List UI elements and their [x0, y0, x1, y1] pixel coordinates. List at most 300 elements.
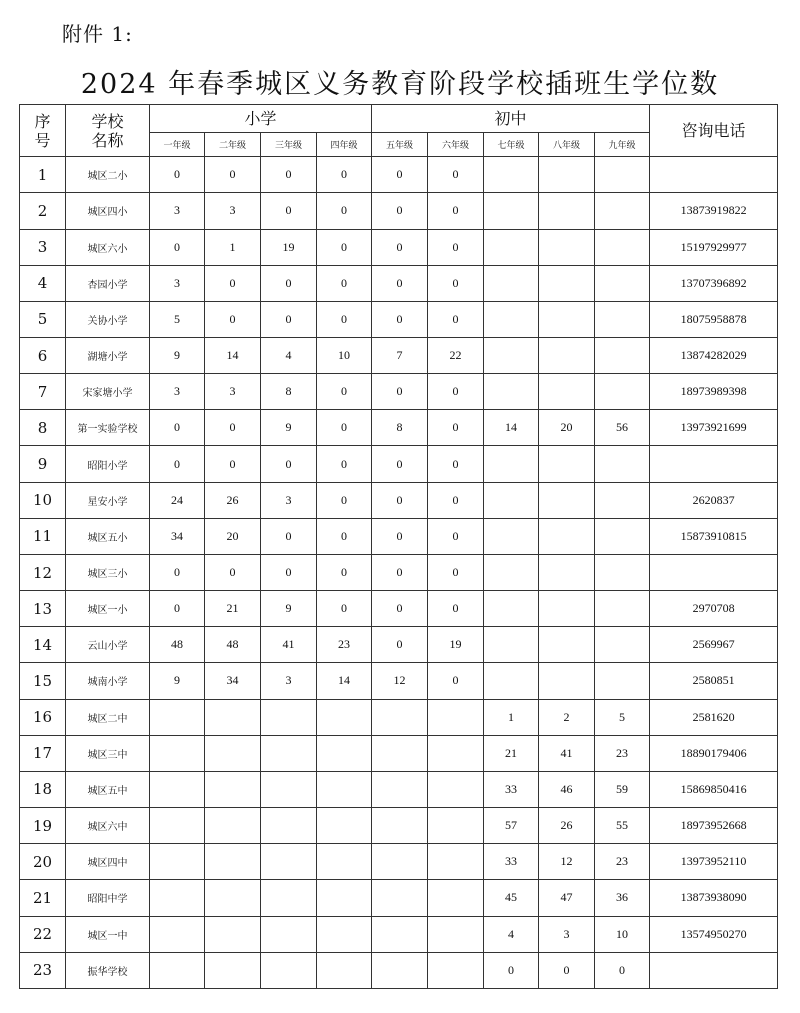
table-row	[20, 229, 778, 265]
grade-1-seats: 3	[150, 374, 205, 410]
grade-7-seats	[484, 446, 539, 482]
grade-4-seats: 0	[317, 591, 372, 627]
table-row	[20, 771, 778, 807]
grade-9-seats: 59	[595, 771, 650, 807]
grade-7-seats: 1	[484, 699, 539, 735]
row-number: 11	[20, 518, 66, 554]
grade-5-seats: 0	[372, 518, 428, 554]
header-school	[66, 105, 150, 157]
grade-4-seats	[317, 916, 372, 952]
grade-7-seats: 0	[484, 952, 539, 988]
grade-3-seats	[261, 844, 317, 880]
school-name: 城区二小	[66, 157, 150, 193]
grade-6-seats: 0	[428, 374, 484, 410]
row-number: 3	[20, 229, 66, 265]
grade-6-seats	[428, 880, 484, 916]
row-number: 12	[20, 554, 66, 590]
row-number: 9	[20, 446, 66, 482]
grade-1-seats: 48	[150, 627, 205, 663]
table-row	[20, 482, 778, 518]
grade-9-seats: 0	[595, 952, 650, 988]
grade-1-seats	[150, 808, 205, 844]
grade-1-seats: 0	[150, 554, 205, 590]
phone-number: 13973952110	[650, 844, 778, 880]
grade-2-seats: 0	[205, 554, 261, 590]
grade-7-seats	[484, 229, 539, 265]
table-row	[20, 374, 778, 410]
grade-3-seats	[261, 771, 317, 807]
phone-number: 13973921699	[650, 410, 778, 446]
grade-7-seats	[484, 554, 539, 590]
grade-1-seats	[150, 699, 205, 735]
phone-number: 13707396892	[650, 265, 778, 301]
grade-4-seats: 23	[317, 627, 372, 663]
grade-4-seats: 0	[317, 446, 372, 482]
grade-2-seats: 48	[205, 627, 261, 663]
grade-4-seats: 14	[317, 663, 372, 699]
row-number: 10	[20, 482, 66, 518]
grade-1-seats	[150, 916, 205, 952]
grade-9-seats: 23	[595, 844, 650, 880]
grade-8-seats	[539, 518, 595, 554]
grade-9-seats	[595, 229, 650, 265]
phone-number	[650, 446, 778, 482]
row-number: 15	[20, 663, 66, 699]
header-no	[20, 105, 66, 157]
grade-4-seats	[317, 880, 372, 916]
grade-9-seats: 55	[595, 808, 650, 844]
header-junior: 初中	[372, 105, 650, 133]
grade-9-seats	[595, 518, 650, 554]
table-row	[20, 627, 778, 663]
grade-2-seats	[205, 952, 261, 988]
grade-2-seats: 34	[205, 663, 261, 699]
row-number: 2	[20, 193, 66, 229]
table-row	[20, 952, 778, 988]
grade-7-seats: 45	[484, 880, 539, 916]
grade-1-seats: 0	[150, 157, 205, 193]
grade-5-seats: 8	[372, 410, 428, 446]
table-row	[20, 808, 778, 844]
table-row	[20, 193, 778, 229]
grade-3-seats: 0	[261, 265, 317, 301]
grade-7-seats	[484, 627, 539, 663]
header-grade-5: 五年级	[372, 133, 428, 157]
grade-3-seats: 4	[261, 338, 317, 374]
school-name: 杏园小学	[66, 265, 150, 301]
grade-9-seats	[595, 338, 650, 374]
grade-5-seats: 0	[372, 554, 428, 590]
phone-number	[650, 157, 778, 193]
grade-8-seats	[539, 591, 595, 627]
phone-number: 2970708	[650, 591, 778, 627]
grade-4-seats: 0	[317, 301, 372, 337]
grade-8-seats	[539, 374, 595, 410]
phone-number: 18973989398	[650, 374, 778, 410]
grade-4-seats: 0	[317, 265, 372, 301]
header-grade-3: 三年级	[261, 133, 317, 157]
grade-2-seats	[205, 916, 261, 952]
grade-4-seats	[317, 808, 372, 844]
header-no-line2: 号	[34, 130, 51, 150]
phone-number	[650, 554, 778, 590]
grade-5-seats	[372, 735, 428, 771]
grade-3-seats	[261, 880, 317, 916]
row-number: 13	[20, 591, 66, 627]
grade-2-seats: 14	[205, 338, 261, 374]
grade-4-seats: 0	[317, 554, 372, 590]
grade-7-seats: 33	[484, 844, 539, 880]
grade-8-seats: 2	[539, 699, 595, 735]
header-grade-6: 六年级	[428, 133, 484, 157]
grade-6-seats	[428, 916, 484, 952]
grade-6-seats: 0	[428, 518, 484, 554]
school-name: 城区四中	[66, 844, 150, 880]
phone-number: 13873938090	[650, 880, 778, 916]
grade-5-seats	[372, 844, 428, 880]
grade-3-seats	[261, 699, 317, 735]
grade-5-seats: 0	[372, 446, 428, 482]
grade-8-seats	[539, 482, 595, 518]
grade-9-seats	[595, 265, 650, 301]
grade-5-seats: 7	[372, 338, 428, 374]
school-name: 城区六中	[66, 808, 150, 844]
grade-3-seats: 9	[261, 410, 317, 446]
grade-9-seats: 36	[595, 880, 650, 916]
grade-1-seats	[150, 735, 205, 771]
phone-number: 18973952668	[650, 808, 778, 844]
grade-1-seats: 9	[150, 338, 205, 374]
grade-4-seats	[317, 844, 372, 880]
grade-2-seats: 3	[205, 193, 261, 229]
grade-2-seats	[205, 735, 261, 771]
grade-5-seats: 0	[372, 374, 428, 410]
grade-6-seats: 0	[428, 157, 484, 193]
grade-6-seats	[428, 808, 484, 844]
grade-9-seats: 10	[595, 916, 650, 952]
grade-7-seats	[484, 518, 539, 554]
grade-5-seats	[372, 952, 428, 988]
header-primary: 小学	[150, 105, 372, 133]
grade-5-seats: 0	[372, 591, 428, 627]
grade-2-seats	[205, 880, 261, 916]
grade-2-seats: 21	[205, 591, 261, 627]
grade-5-seats: 0	[372, 229, 428, 265]
grade-3-seats	[261, 735, 317, 771]
grade-6-seats: 22	[428, 338, 484, 374]
table-row	[20, 663, 778, 699]
row-number: 16	[20, 699, 66, 735]
grade-8-seats: 46	[539, 771, 595, 807]
phone-number: 18890179406	[650, 735, 778, 771]
grade-4-seats	[317, 771, 372, 807]
row-number: 23	[20, 952, 66, 988]
grade-8-seats	[539, 554, 595, 590]
grade-3-seats: 0	[261, 554, 317, 590]
grade-5-seats	[372, 808, 428, 844]
grade-3-seats	[261, 808, 317, 844]
grade-3-seats: 0	[261, 301, 317, 337]
grade-8-seats: 3	[539, 916, 595, 952]
grade-9-seats	[595, 301, 650, 337]
grade-5-seats: 0	[372, 627, 428, 663]
grade-4-seats: 0	[317, 410, 372, 446]
grade-8-seats	[539, 265, 595, 301]
grade-9-seats	[595, 591, 650, 627]
document-title: 2024 年春季城区义务教育阶段学校插班生学位数	[80, 69, 720, 100]
grade-7-seats	[484, 591, 539, 627]
grade-4-seats	[317, 699, 372, 735]
row-number: 7	[20, 374, 66, 410]
grade-7-seats	[484, 157, 539, 193]
grade-6-seats	[428, 844, 484, 880]
row-number: 1	[20, 157, 66, 193]
grade-8-seats: 0	[539, 952, 595, 988]
grade-2-seats: 26	[205, 482, 261, 518]
school-name: 湖塘小学	[66, 338, 150, 374]
grade-7-seats	[484, 301, 539, 337]
table-row	[20, 157, 778, 193]
grade-5-seats: 0	[372, 157, 428, 193]
school-name: 关协小学	[66, 301, 150, 337]
grade-3-seats	[261, 916, 317, 952]
header-grade-8: 八年级	[539, 133, 595, 157]
grade-1-seats: 0	[150, 591, 205, 627]
table-row	[20, 916, 778, 952]
grade-2-seats: 3	[205, 374, 261, 410]
grade-3-seats: 3	[261, 482, 317, 518]
phone-number: 2569967	[650, 627, 778, 663]
grade-7-seats: 4	[484, 916, 539, 952]
grade-2-seats: 0	[205, 446, 261, 482]
row-number: 4	[20, 265, 66, 301]
grade-1-seats: 9	[150, 663, 205, 699]
grade-6-seats	[428, 771, 484, 807]
school-name: 城南小学	[66, 663, 150, 699]
grade-1-seats: 0	[150, 410, 205, 446]
header-grade-2: 二年级	[205, 133, 261, 157]
grade-4-seats: 0	[317, 374, 372, 410]
grade-6-seats	[428, 699, 484, 735]
grade-2-seats: 0	[205, 410, 261, 446]
grade-3-seats: 0	[261, 157, 317, 193]
grade-4-seats: 0	[317, 157, 372, 193]
grade-8-seats	[539, 157, 595, 193]
grade-1-seats: 3	[150, 265, 205, 301]
seat-table	[19, 104, 778, 989]
grade-3-seats: 3	[261, 663, 317, 699]
phone-number	[650, 952, 778, 988]
grade-1-seats	[150, 952, 205, 988]
table-row	[20, 735, 778, 771]
school-name: 城区四小	[66, 193, 150, 229]
grade-1-seats: 3	[150, 193, 205, 229]
school-name: 城区二中	[66, 699, 150, 735]
grade-5-seats: 0	[372, 301, 428, 337]
grade-7-seats	[484, 374, 539, 410]
school-name: 星安小学	[66, 482, 150, 518]
header-no-line1: 序	[34, 111, 51, 131]
grade-3-seats: 0	[261, 193, 317, 229]
row-number: 19	[20, 808, 66, 844]
school-name: 城区一中	[66, 916, 150, 952]
grade-6-seats: 0	[428, 265, 484, 301]
grade-5-seats: 12	[372, 663, 428, 699]
grade-6-seats: 0	[428, 663, 484, 699]
grade-8-seats	[539, 338, 595, 374]
grade-9-seats: 56	[595, 410, 650, 446]
grade-4-seats: 0	[317, 193, 372, 229]
grade-5-seats	[372, 880, 428, 916]
grade-5-seats	[372, 771, 428, 807]
attachment-label: 附件 1:	[62, 22, 133, 46]
grade-2-seats: 0	[205, 157, 261, 193]
header-phone: 咨询电话	[650, 105, 778, 157]
row-number: 22	[20, 916, 66, 952]
phone-number: 15873910815	[650, 518, 778, 554]
grade-3-seats: 8	[261, 374, 317, 410]
row-number: 8	[20, 410, 66, 446]
grade-7-seats: 21	[484, 735, 539, 771]
grade-9-seats: 23	[595, 735, 650, 771]
phone-number: 13873919822	[650, 193, 778, 229]
table-row	[20, 338, 778, 374]
grade-5-seats: 0	[372, 265, 428, 301]
phone-number: 18075958878	[650, 301, 778, 337]
header-grade-4: 四年级	[317, 133, 372, 157]
grade-3-seats: 19	[261, 229, 317, 265]
grade-6-seats: 0	[428, 446, 484, 482]
grade-4-seats	[317, 735, 372, 771]
header-grade-9: 九年级	[595, 133, 650, 157]
phone-number: 2580851	[650, 663, 778, 699]
row-number: 17	[20, 735, 66, 771]
grade-1-seats: 0	[150, 446, 205, 482]
grade-8-seats	[539, 627, 595, 663]
grade-8-seats: 47	[539, 880, 595, 916]
header-row-top	[20, 105, 778, 133]
grade-9-seats	[595, 627, 650, 663]
grade-1-seats	[150, 880, 205, 916]
grade-6-seats: 0	[428, 193, 484, 229]
grade-3-seats: 0	[261, 518, 317, 554]
grade-4-seats	[317, 952, 372, 988]
header-grade-7: 七年级	[484, 133, 539, 157]
table-body	[20, 105, 778, 989]
table-row	[20, 554, 778, 590]
grade-1-seats	[150, 844, 205, 880]
grade-2-seats: 0	[205, 301, 261, 337]
grade-1-seats: 5	[150, 301, 205, 337]
table-row	[20, 844, 778, 880]
grade-7-seats	[484, 265, 539, 301]
table-row	[20, 265, 778, 301]
school-name: 振华学校	[66, 952, 150, 988]
school-name: 昭阳中学	[66, 880, 150, 916]
grade-2-seats: 1	[205, 229, 261, 265]
grade-1-seats	[150, 771, 205, 807]
grade-7-seats	[484, 663, 539, 699]
grade-8-seats: 12	[539, 844, 595, 880]
table-row	[20, 699, 778, 735]
grade-6-seats	[428, 952, 484, 988]
grade-8-seats: 20	[539, 410, 595, 446]
grade-3-seats	[261, 952, 317, 988]
school-name: 城区六小	[66, 229, 150, 265]
grade-7-seats: 57	[484, 808, 539, 844]
grade-9-seats	[595, 446, 650, 482]
grade-6-seats: 0	[428, 554, 484, 590]
grade-3-seats: 9	[261, 591, 317, 627]
grade-5-seats	[372, 699, 428, 735]
grade-6-seats: 0	[428, 229, 484, 265]
grade-2-seats	[205, 808, 261, 844]
grade-6-seats: 0	[428, 482, 484, 518]
school-name: 第一实验学校	[66, 410, 150, 446]
phone-number: 15869850416	[650, 771, 778, 807]
grade-4-seats: 10	[317, 338, 372, 374]
grade-1-seats: 0	[150, 229, 205, 265]
grade-5-seats: 0	[372, 193, 428, 229]
grade-6-seats: 19	[428, 627, 484, 663]
phone-number: 15197929977	[650, 229, 778, 265]
grade-2-seats: 0	[205, 265, 261, 301]
grade-6-seats: 0	[428, 410, 484, 446]
grade-7-seats	[484, 193, 539, 229]
grade-4-seats: 0	[317, 482, 372, 518]
phone-number: 13874282029	[650, 338, 778, 374]
grade-9-seats	[595, 193, 650, 229]
header-school-line2: 名称	[91, 130, 124, 150]
grade-3-seats: 0	[261, 446, 317, 482]
school-name: 城区三中	[66, 735, 150, 771]
grade-5-seats	[372, 916, 428, 952]
row-number: 14	[20, 627, 66, 663]
row-number: 5	[20, 301, 66, 337]
row-number: 20	[20, 844, 66, 880]
grade-6-seats: 0	[428, 591, 484, 627]
grade-8-seats	[539, 301, 595, 337]
grade-9-seats	[595, 482, 650, 518]
grade-8-seats	[539, 446, 595, 482]
grade-5-seats: 0	[372, 482, 428, 518]
table-row	[20, 446, 778, 482]
grade-2-seats	[205, 844, 261, 880]
grade-1-seats: 24	[150, 482, 205, 518]
phone-number: 2620837	[650, 482, 778, 518]
grade-8-seats: 26	[539, 808, 595, 844]
row-number: 6	[20, 338, 66, 374]
grade-8-seats	[539, 193, 595, 229]
phone-number: 2581620	[650, 699, 778, 735]
grade-4-seats: 0	[317, 518, 372, 554]
school-name: 城区一小	[66, 591, 150, 627]
phone-number: 13574950270	[650, 916, 778, 952]
grade-2-seats: 20	[205, 518, 261, 554]
grade-7-seats: 14	[484, 410, 539, 446]
grade-9-seats: 5	[595, 699, 650, 735]
grade-6-seats	[428, 735, 484, 771]
grade-4-seats: 0	[317, 229, 372, 265]
header-grade-1: 一年级	[150, 133, 205, 157]
grade-6-seats: 0	[428, 301, 484, 337]
grade-7-seats	[484, 482, 539, 518]
grade-7-seats	[484, 338, 539, 374]
school-name: 宋家塘小学	[66, 374, 150, 410]
grade-9-seats	[595, 157, 650, 193]
grade-9-seats	[595, 554, 650, 590]
grade-7-seats: 33	[484, 771, 539, 807]
